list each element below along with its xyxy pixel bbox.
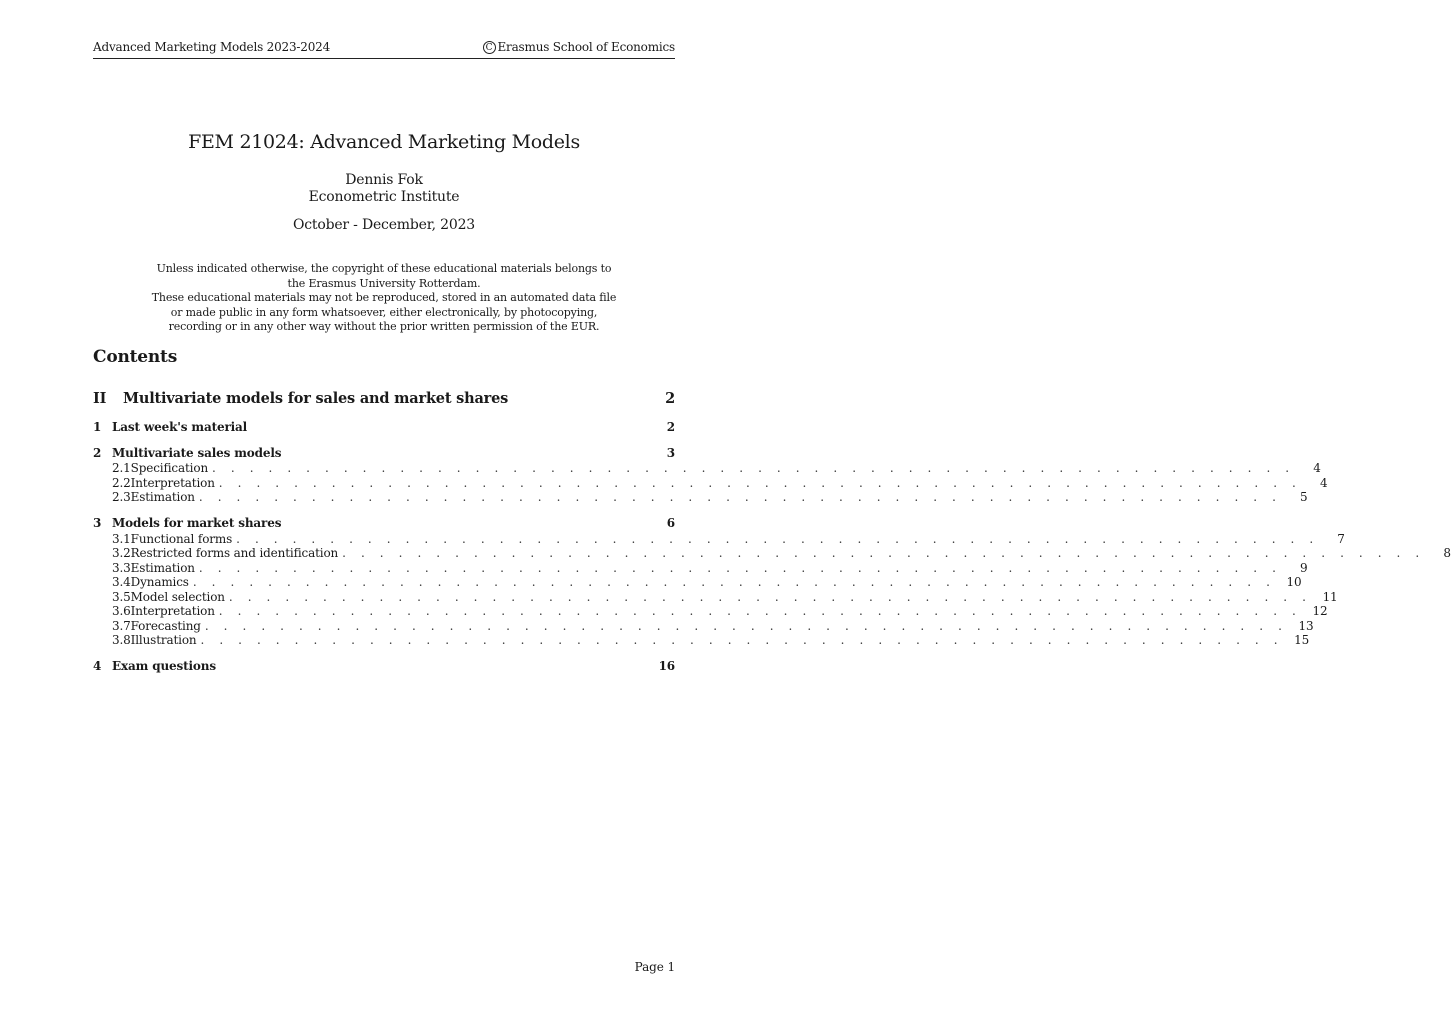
toc-subsection-page: 11 [1322, 590, 1338, 604]
toc-subsection-number: 3.4 [112, 575, 131, 589]
toc-leader-dots: . . . . . . . . . . . . . . . . . . . . . . . . . . . . . . . . . . . . . . . . . . . . . . . . . . . . . . . . . . [228, 590, 1312, 604]
toc-part-label: Multivariate models for sales and market shares [123, 390, 509, 407]
toc-subsection-page: 8 [1443, 546, 1451, 560]
author-affiliation: Econometric Institute [308, 189, 460, 205]
reproduction-notice: These educational materials may not be reproduced, stored in an automated data file or made public in any form whatsoever, either electronically, by photocopying, recording or in any other way without the prior written permission of the EUR. [151, 291, 617, 333]
toc-subsection-2-2[interactable] [112, 476, 1328, 490]
toc-subsection-2-1[interactable] [112, 461, 1321, 475]
toc-section-label: Models for market shares [112, 516, 282, 530]
toc-leader-dots: . . . . . . . . . . . . . . . . . . . . . . . . . . . . . . . . . . . . . . . . . . . . . . . . . . . . . . . . . . [198, 490, 1282, 504]
author-name: Dennis Fok [345, 172, 423, 188]
toc-section-page: 2 [666, 420, 675, 434]
table-of-contents [93, 0, 1451, 700]
toc-subsection-3-5[interactable] [112, 590, 1338, 604]
toc-section-1[interactable] [93, 420, 675, 434]
toc-section-number: 1 [93, 420, 102, 434]
toc-subsection-page: 4 [1319, 476, 1328, 490]
toc-subsection-3-2[interactable] [112, 546, 1451, 560]
toc-subsection-label: Restricted forms and identification [130, 546, 339, 560]
copyright-notice: Unless indicated otherwise, the copyright of these educational materials belongs to the Erasmus University Rotterdam. [156, 262, 612, 290]
toc-subsection-label: Functional forms [130, 532, 233, 546]
toc-subsection-number: 2.2 [112, 476, 131, 490]
toc-subsection-number: 3.6 [112, 604, 131, 618]
toc-section-4[interactable] [93, 659, 675, 673]
toc-subsection-number: 3.7 [112, 619, 131, 633]
toc-leader-dots: . . . . . . . . . . . . . . . . . . . . . . . . . . . . . . . . . . . . . . . . . . . . . . . . . . . . . . . . . . [204, 619, 1288, 633]
toc-section-page: 3 [666, 446, 675, 460]
toc-part-number: II [93, 390, 107, 407]
toc-subsection-page: 4 [1313, 461, 1321, 475]
toc-subsection-number: 3.5 [112, 590, 131, 604]
toc-leader-dots: . . . . . . . . . . . . . . . . . . . . . . . . . . . . . . . . . . . . . . . . . . . . . . . . . . . . . . . . . . [218, 476, 1302, 490]
toc-leader-dots: . . . . . . . . . . . . . . . . . . . . . . . . . . . . . . . . . . . . . . . . . . . . . . . . . . . . . . . . . . [218, 604, 1302, 618]
toc-leader-dots: . . . . . . . . . . . . . . . . . . . . . . . . . . . . . . . . . . . . . . . . . . . . . . . . . . . . . . . . . . [198, 561, 1282, 575]
contents-heading: Contents [93, 347, 178, 367]
toc-section-label: Exam questions [112, 659, 216, 673]
toc-subsection-number: 3.2 [112, 546, 131, 560]
toc-subsection-3-8[interactable] [112, 633, 1310, 647]
toc-subsection-page: 9 [1300, 561, 1308, 575]
toc-subsection-3-6[interactable] [112, 604, 1328, 618]
toc-leader-dots: . . . . . . . . . . . . . . . . . . . . . . . . . . . . . . . . . . . . . . . . . . . . . . . . . . . . . . . . . . [342, 546, 1425, 560]
toc-subsection-label: Specification [130, 461, 209, 475]
toc-subsection-label: Forecasting [130, 619, 201, 633]
toc-section-page: 16 [658, 659, 675, 673]
toc-section-label: Multivariate sales models [112, 446, 282, 460]
toc-subsection-page: 12 [1312, 604, 1328, 618]
toc-section-label: Last week's material [112, 420, 248, 434]
toc-subsection-page: 7 [1337, 532, 1345, 546]
toc-subsection-number: 2.3 [112, 490, 131, 504]
copyright-icon: C [483, 41, 496, 54]
toc-leader-dots: . . . . . . . . . . . . . . . . . . . . . . . . . . . . . . . . . . . . . . . . . . . . . . . . . . . . . . . . . . [236, 532, 1319, 546]
toc-subsection-page: 13 [1298, 619, 1314, 633]
toc-subsection-number: 3.1 [112, 532, 131, 546]
toc-subsection-number: 2.1 [112, 461, 131, 475]
toc-section-2[interactable] [93, 446, 675, 460]
toc-subsection-label: Illustration [130, 633, 197, 647]
toc-subsection-3-4[interactable] [112, 575, 1302, 589]
toc-part-II[interactable] [93, 390, 675, 407]
header-course-title: Advanced Marketing Models 2023-2024 [93, 40, 331, 54]
toc-subsection-3-3[interactable] [112, 561, 1308, 575]
toc-subsection-label: Estimation [130, 561, 195, 575]
document-title: FEM 21024: Advanced Marketing Models [188, 131, 580, 153]
toc-subsection-label: Interpretation [130, 604, 215, 618]
toc-leader-dots: . . . . . . . . . . . . . . . . . . . . . . . . . . . . . . . . . . . . . . . . . . . . . . . . . . . . . . . . . . [212, 461, 1295, 475]
toc-section-number: 2 [93, 446, 102, 460]
toc-section-number: 3 [93, 516, 102, 530]
toc-subsection-page: 5 [1300, 490, 1308, 504]
toc-subsection-page: 15 [1294, 633, 1310, 647]
toc-section-page: 6 [666, 516, 675, 530]
toc-subsection-number: 3.3 [112, 561, 131, 575]
toc-section-number: 4 [93, 659, 102, 673]
toc-section-3[interactable] [93, 516, 675, 530]
header-school-name: Erasmus School of Economics [497, 40, 675, 54]
toc-subsection-label: Estimation [130, 490, 195, 504]
page-number: Page 1 [634, 960, 675, 974]
toc-subsection-number: 3.8 [112, 633, 131, 647]
document-date: October - December, 2023 [293, 217, 475, 233]
toc-subsection-label: Model selection [130, 590, 225, 604]
toc-subsection-label: Interpretation [130, 476, 215, 490]
toc-subsection-label: Dynamics [130, 575, 189, 589]
toc-subsection-2-3[interactable] [112, 490, 1308, 504]
toc-subsection-page: 10 [1286, 575, 1302, 589]
toc-leader-dots: . . . . . . . . . . . . . . . . . . . . . . . . . . . . . . . . . . . . . . . . . . . . . . . . . . . . . . . . . . [200, 633, 1284, 647]
toc-subsection-3-1[interactable] [112, 532, 1345, 546]
toc-part-page: 2 [665, 390, 675, 407]
toc-leader-dots: . . . . . . . . . . . . . . . . . . . . . . . . . . . . . . . . . . . . . . . . . . . . . . . . . . . . . . . . . . [192, 575, 1276, 589]
toc-subsection-3-7[interactable] [112, 619, 1314, 633]
